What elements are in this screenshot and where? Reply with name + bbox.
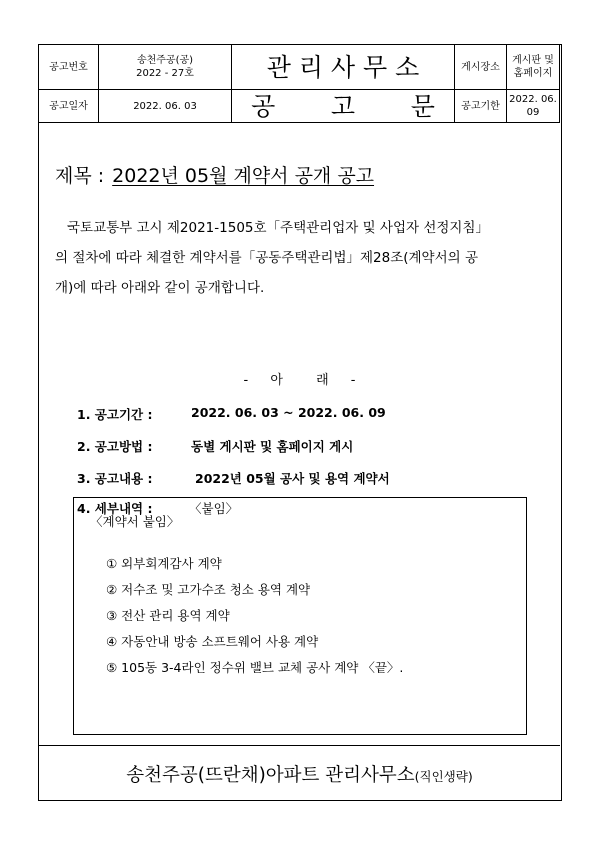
notice-period-label: 공고기한 — [455, 90, 507, 123]
issuer-name: 송천주공(뜨란채)아파트 관리사무소 — [126, 765, 415, 786]
notice-no-value: 송천주공(공) 2022 - 27호 — [99, 45, 232, 90]
notice-date-value: 2022. 06. 03 — [99, 90, 232, 123]
seal-note: (직인생략) — [414, 769, 473, 784]
item-value: 2022. 06. 03 ~ 2022. 06. 09 — [191, 405, 386, 420]
header-table — [39, 45, 560, 123]
separator-dash: - — [350, 373, 356, 388]
item-key: 1. 공고기간 : — [77, 407, 153, 422]
title-text: 2022년 05월 계약서 공개 공고 — [112, 165, 375, 187]
attachment-item: ③ 전산 관리 용역 계약 — [106, 608, 230, 623]
attachment-item: ① 외부회계감사 계약 — [106, 556, 222, 571]
footer-issuer — [39, 761, 560, 787]
notice-period-value: 2022. 06. 09 — [507, 90, 560, 123]
notice-title: 공 고 문 — [232, 90, 455, 123]
notice-date-label: 공고일자 — [39, 90, 99, 123]
item-key: 3. 공고내용 : — [77, 471, 153, 486]
document-title — [55, 161, 374, 188]
attachment-box — [73, 497, 527, 735]
attachment-item: ④ 자동안내 방송 소프트웨어 사용 계약 — [106, 634, 319, 649]
intro-paragraph — [55, 213, 547, 303]
posting-place-value: 게시판 및 홈페이지 — [507, 45, 560, 90]
office-title: 관 리 사 무 소 — [232, 45, 455, 90]
notice-document — [38, 44, 562, 801]
item-key: 2. 공고방법 : — [77, 439, 153, 454]
attachment-item: ⑤ 105동 3-4라인 정수위 밸브 교체 공사 계약 〈끝〉. — [106, 660, 404, 675]
separator-heading — [39, 369, 560, 388]
notice-no-label: 공고번호 — [39, 45, 99, 90]
item-value: 2022년 05월 공사 및 용역 계약서 — [195, 471, 390, 486]
separator-a: 아 — [270, 373, 283, 388]
attachment-item: ② 저수조 및 고가수조 청소 용역 계약 — [106, 582, 311, 597]
separator-rae: 래 — [316, 373, 329, 388]
item-value: 동별 게시판 및 홈페이지 게시 — [191, 439, 354, 454]
footer-divider — [39, 745, 560, 746]
attachment-title: 〈계약서 붙임〉 — [90, 514, 180, 529]
item-key: 4. 세부내역 : — [77, 501, 153, 516]
posting-place-label: 게시장소 — [455, 45, 507, 90]
item-value: 〈붙임〉 — [189, 501, 239, 516]
paragraph-line-3: 개)에 따라 아래와 같이 공개합니다. — [55, 280, 265, 296]
paragraph-line-2: 의 절차에 따라 체결한 계약서를「공동주택관리법」제28조(계약서의 공 — [55, 250, 479, 266]
paragraph-line-1: 국토교통부 고시 제2021-1505호「주택관리업자 및 사업자 선정지침」 — [67, 220, 489, 236]
separator-dash: - — [243, 373, 249, 388]
title-label: 제목 : — [55, 165, 105, 187]
